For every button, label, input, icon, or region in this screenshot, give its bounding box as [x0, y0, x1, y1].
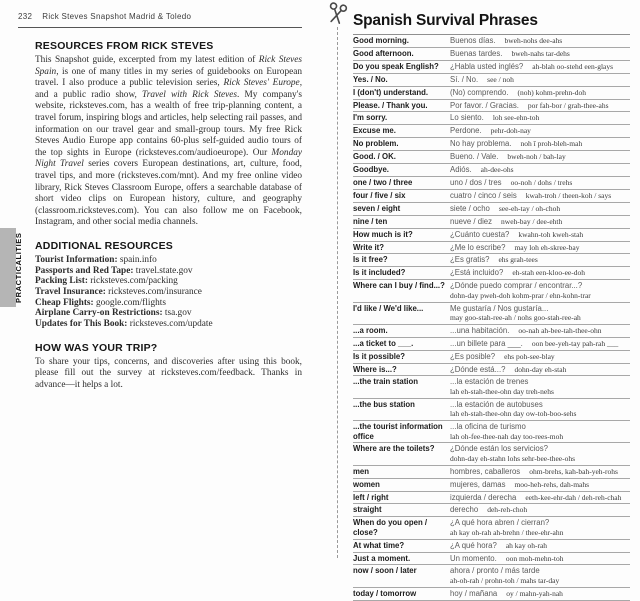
- phrase-spanish: ...la estación de trenes: [450, 377, 529, 387]
- phrase-translation: [450, 101, 630, 110]
- phrase-row: [353, 48, 630, 61]
- text-segment: Rick Steves' Europe: [223, 78, 300, 89]
- phrase-spanish: ¿Es posible?: [450, 351, 496, 361]
- phrase-row: [353, 74, 630, 87]
- phrase-row: [353, 540, 630, 553]
- phrase-row: [353, 164, 630, 177]
- phrasebook-title: Spanish Survival Phrases: [353, 12, 538, 29]
- phrase-translation: [450, 304, 630, 323]
- resource-item: [35, 298, 302, 309]
- phrase-row: [353, 229, 630, 242]
- phrase-translation: [450, 566, 630, 585]
- phrase-spanish: ¿Habla usted inglés?: [450, 61, 524, 71]
- phrase-spanish: ahora / pronto / más tarde: [450, 566, 540, 576]
- phrase-spanish: Adiós.: [450, 165, 472, 175]
- phrase-english: I'm sorry.: [353, 113, 388, 123]
- phrase-translation: [450, 365, 630, 374]
- phrase-english: How much is it?: [353, 229, 413, 239]
- phrase-spanish: ...una habitación.: [450, 325, 510, 335]
- phrase-spanish: derecho: [450, 505, 479, 515]
- phrase-english: Is it included?: [353, 268, 406, 278]
- phrase-row: [353, 112, 630, 125]
- phrase-translation: [450, 243, 630, 252]
- phrase-pronunciation: oon moh-mehn-toh: [505, 553, 564, 563]
- section-trip-feedback: [35, 342, 302, 392]
- phrase-translation: [450, 589, 630, 598]
- phrase-english: No problem.: [353, 139, 399, 149]
- phrase-english: ...a room.: [353, 325, 388, 335]
- phrase-pronunciation: noh ī proh-bleh-mah: [520, 139, 583, 149]
- phrase-spanish: Un momento.: [450, 553, 497, 563]
- cut-line: [337, 27, 338, 558]
- phrase-spanish: ...la estación de autobuses: [450, 399, 543, 409]
- phrase-pronunciation: eh-stah een-kloo-ee-doh: [512, 268, 585, 278]
- page-header: [18, 12, 302, 21]
- resource-value: ricksteves.com/update: [129, 319, 213, 330]
- section-heading-resources: RESOURCES FROM RICK STEVES: [35, 40, 214, 52]
- phrase-pronunciation: see / noh: [487, 74, 514, 84]
- phrase-english: Good afternoon.: [353, 48, 414, 58]
- phrase-pronunciation: may goo-stah-ree-ah / nohs goo-stah-ree-ah: [450, 312, 581, 322]
- phrase-pronunciation: lah eh-stah-thee-ohn day ow-toh-boo-sehs: [450, 409, 577, 419]
- phrase-row: [353, 254, 630, 267]
- phrase-translation: [450, 518, 630, 537]
- phrase-row: [353, 35, 630, 48]
- resource-label: Updates for This Book:: [35, 319, 128, 330]
- phrase-translation: [450, 444, 630, 463]
- phrase-row: [353, 338, 630, 351]
- phrase-translation: [450, 217, 630, 226]
- phrase-english: ...the tourist information office: [353, 422, 443, 441]
- phrase-english: women: [353, 479, 380, 489]
- phrase-pronunciation: pehr-doh-nay: [490, 126, 531, 136]
- phrase-english: Is it free?: [353, 255, 388, 265]
- resource-value: spain.info: [119, 254, 157, 265]
- phrase-pronunciation: dohn-day eh-stah: [514, 364, 567, 374]
- phrase-pronunciation: ah-oh-rah / prohn-toh / mahs tar-day: [450, 575, 560, 585]
- phrase-spanish: Buenas tardes.: [450, 48, 503, 58]
- phrase-english: Good. / OK.: [353, 152, 396, 162]
- phrase-row: [353, 303, 630, 325]
- phrase-row: [353, 125, 630, 138]
- phrase-translation: [450, 352, 630, 361]
- phrase-translation: [450, 493, 630, 502]
- phrase-english: Where are the toilets?: [353, 444, 435, 454]
- phrase-english: one / two / three: [353, 177, 413, 187]
- phrase-translation: [450, 505, 630, 514]
- practicalities-tab-label: PRACTICALITIES: [14, 232, 23, 304]
- phrase-english: Goodbye.: [353, 165, 389, 175]
- phrase-spanish: ¿Es gratis?: [450, 255, 490, 265]
- phrase-row: [353, 376, 630, 398]
- phrase-translation: [450, 554, 630, 563]
- resource-item: [35, 276, 302, 287]
- text-segment: series covers European destinations, art, culture, food, travel tips, and more (ricksteves.com/mnt). And my free online video library, Rick Steves Classroom Europe, offers a searchable database of short video clips on European history, culture, and geography (classroom.ricksteves.com). You can also follow me on Facebook, Instagram, and other social media channels.: [35, 159, 302, 228]
- phrase-pronunciation: (noh) kohm-prehn-doh: [517, 87, 587, 97]
- phrase-row: [353, 151, 630, 164]
- phrase-row: [353, 466, 630, 479]
- phrase-pronunciation: see-eh-tay / oh-choh: [498, 203, 561, 213]
- phrase-row: [353, 479, 630, 492]
- resource-value: travel.state.gov: [135, 265, 193, 276]
- phrase-row: [353, 325, 630, 338]
- resource-label: Packing List:: [35, 276, 88, 287]
- right-page: [320, 0, 640, 598]
- phrase-pronunciation: oo-noh / dohs / trehs: [510, 177, 573, 187]
- text-segment: This Snapshot guide, excerpted from my latest edition of: [35, 55, 259, 65]
- phrase-row: [353, 565, 630, 587]
- phrase-english: Yes. / No.: [353, 74, 388, 84]
- phrase-spanish: Sí. / No.: [450, 74, 479, 84]
- phrase-english: At what time?: [353, 540, 405, 550]
- phrase-translation: [450, 165, 630, 174]
- phrase-spanish: No hay problema.: [450, 139, 512, 149]
- phrase-spanish: ¿Dónde están los servicios?: [450, 444, 548, 454]
- phrase-row: [353, 504, 630, 517]
- section-heading-trip: HOW WAS YOUR TRIP?: [35, 341, 158, 354]
- text-segment: Rick Steves Spain: [35, 55, 302, 77]
- phrase-english: left / right: [353, 492, 389, 502]
- phrase-spanish: ¿Dónde puedo comprar / encontrar...?: [450, 281, 583, 291]
- resource-item: [35, 266, 302, 277]
- scissors-icon: [323, 0, 351, 28]
- phrase-pronunciation: lah oh-fee-thee-nah day too-rees-moh: [450, 431, 564, 441]
- phrase-row: [353, 203, 630, 216]
- phrase-pronunciation: por fah-bor / grah-thee-ahs: [527, 100, 609, 110]
- phrase-english: nine / ten: [353, 216, 388, 226]
- phrase-row: [353, 492, 630, 505]
- phrase-english: When do you open / close?: [353, 518, 428, 537]
- phrase-pronunciation: bweh-nohs dee-ahs: [504, 36, 563, 45]
- phrase-spanish: ¿Está incluido?: [450, 268, 504, 278]
- phrase-translation: [450, 49, 630, 58]
- resource-value: google.com/flights: [95, 297, 166, 308]
- phrase-spanish: Buenos días.: [450, 36, 496, 45]
- phrase-row: [353, 100, 630, 113]
- phrase-translation: [450, 400, 630, 419]
- phrase-pronunciation: bweh-noh / bah-lay: [507, 152, 566, 162]
- phrase-row: [353, 553, 630, 566]
- resources-paragraph: [35, 55, 302, 229]
- phrase-translation: [450, 281, 630, 300]
- phrase-translation: [450, 480, 630, 489]
- resource-item: [35, 255, 302, 266]
- phrase-translation: [450, 377, 630, 396]
- phrase-english: Good morning.: [353, 36, 409, 45]
- resource-label: Tourist Information:: [35, 254, 118, 265]
- phrase-row: [353, 177, 630, 190]
- text-segment: , and a public radio show,: [35, 78, 303, 100]
- phrase-english: straight: [353, 505, 382, 515]
- phrase-translation: [450, 255, 630, 264]
- phrase-row: [353, 399, 630, 421]
- phrase-spanish: uno / dos / tres: [450, 177, 502, 187]
- phrase-pronunciation: ehs grah-tees: [498, 255, 538, 265]
- page-number: 232: [18, 12, 33, 21]
- phrase-spanish: ¿Dónde está...?: [450, 364, 506, 374]
- phrase-english: seven / eight: [353, 203, 401, 213]
- phrase-row: [353, 87, 630, 100]
- phrase-english: Where is...?: [353, 364, 397, 374]
- phrase-spanish: ...la oficina de turismo: [450, 422, 526, 432]
- resource-item: [35, 319, 302, 330]
- phrase-pronunciation: nweh-bay / dee-ehth: [501, 216, 563, 226]
- phrase-pronunciation: oo-nah ah-bee-tah-thee-ohn: [518, 325, 602, 335]
- phrase-translation: [450, 88, 630, 97]
- phrase-pronunciation: ah-blah oo-stehd een-glays: [532, 61, 614, 71]
- phrase-pronunciation: oon bee-yeh-tay pah-rah ___: [531, 338, 619, 348]
- phrase-row: [353, 364, 630, 377]
- phrase-pronunciation: kwahn-toh kweh-stah: [518, 229, 584, 239]
- resource-value: ricksteves.com/packing: [90, 276, 178, 287]
- phrase-spanish: ...un billete para ___.: [450, 338, 523, 348]
- phrase-spanish: nueve / diez: [450, 216, 493, 226]
- trip-paragraph: To share your tips, concerns, and discoveries after using this book, please fill out the survey at ricksteves.com/feedback. Thanks in advance—it helps a lot.: [35, 356, 302, 391]
- phrase-row: [353, 267, 630, 280]
- phrase-row: [353, 517, 630, 539]
- resource-value: ricksteves.com/insurance: [108, 287, 202, 298]
- text-segment: Monday Night Travel: [35, 147, 302, 170]
- section-additional-resources: [35, 240, 302, 330]
- phrase-pronunciation: bweh-nahs tar-dehs: [511, 48, 570, 58]
- phrase-translation: [450, 126, 630, 135]
- right-page-content: [353, 12, 630, 601]
- phrase-spanish: Lo siento.: [450, 113, 484, 123]
- phrase-english: Write it?: [353, 242, 385, 252]
- phrase-english: Excuse me.: [353, 126, 396, 136]
- phrase-translation: [450, 113, 630, 122]
- phrase-spanish: cuatro / cinco / seis: [450, 190, 517, 200]
- book-title: Rick Steves Snapshot Madrid & Toledo: [42, 12, 192, 21]
- phrase-translation: [450, 422, 630, 441]
- phrase-english: men: [353, 466, 370, 476]
- phrase-spanish: Perdone.: [450, 126, 482, 136]
- phrase-pronunciation: dohn-day pweh-doh kohm-prar / ehn-kohn-trar: [450, 290, 591, 300]
- phrase-row: [353, 138, 630, 151]
- phrase-english: now / soon / later: [353, 566, 417, 576]
- resource-label: Travel Insurance:: [35, 287, 106, 298]
- phrase-row: [353, 588, 630, 601]
- phrase-translation: [450, 204, 630, 213]
- phrase-translation: [450, 268, 630, 277]
- resource-value: tsa.gov: [164, 308, 192, 319]
- phrase-spanish: ¿Me lo escribe?: [450, 242, 506, 252]
- phrase-spanish: ¿Cuánto cuesta?: [450, 229, 510, 239]
- phrase-row: [353, 443, 630, 465]
- phrase-translation: [450, 230, 630, 239]
- phrase-english: Where can I buy / find...?: [353, 281, 445, 291]
- phrase-spanish: hombres, caballeros: [450, 466, 521, 476]
- text-segment: Travel with Rick Steves: [142, 89, 238, 100]
- section-heading-additional-resources: ADDITIONAL RESOURCES: [35, 239, 173, 252]
- phrase-translation: [450, 36, 630, 45]
- phrase-pronunciation: lah eh-stah-thee-ohn day treh-nehs: [450, 386, 554, 396]
- phrase-row: [353, 190, 630, 203]
- phrase-pronunciation: eeth-kee-ehr-dah / deh-reh-chah: [525, 492, 622, 502]
- phrase-row: [353, 280, 630, 302]
- phrase-english: Please. / Thank you.: [353, 100, 428, 110]
- phrase-spanish: Por favor. / Gracias.: [450, 100, 519, 110]
- phrase-english: four / five / six: [353, 190, 406, 200]
- phrases-table: [353, 34, 630, 601]
- resource-list: [35, 255, 302, 330]
- text-segment: . My company's website, ricksteves.com, has a wealth of free trip-planning content, a travel forum, inspiring blogs and articles, help selecting rail passes, and information on our travel gear and small-group tours. My free Rick Steves Audio Europe app contains 60-plus self-guided audio tours of the top sights in Europe (ricksteves.com/audioeurope). Our: [35, 89, 302, 158]
- phrase-pronunciation: ah kay oh-rah ah-brehn / thee-ehr-ahn: [450, 527, 564, 537]
- resource-label: Cheap Flights:: [35, 297, 94, 308]
- phrase-row: [353, 216, 630, 229]
- phrase-translation: [450, 467, 630, 476]
- phrase-spanish: ¿A qué hora?: [450, 540, 497, 550]
- phrase-spanish: Me gustaría / Nos gustaría...: [450, 303, 549, 313]
- phrase-row: [353, 351, 630, 364]
- phrase-spanish: ¿A qué hora abren / cierran?: [450, 518, 550, 528]
- phrase-pronunciation: deh-reh-choh: [487, 505, 528, 515]
- resource-label: Airplane Carry-on Restrictions:: [35, 308, 163, 319]
- phrase-english: I'd like / We'd like...: [353, 303, 424, 313]
- phrase-english: Is it possible?: [353, 351, 405, 361]
- phrase-spanish: (No) comprendo.: [450, 87, 509, 97]
- phrase-translation: [450, 62, 630, 71]
- resource-label: Passports and Red Tape:: [35, 265, 134, 276]
- phrase-translation: [450, 191, 630, 200]
- phrase-row: [353, 421, 630, 443]
- phrase-translation: [450, 326, 630, 335]
- phrase-english: Just a moment.: [353, 553, 411, 563]
- phrase-translation: [450, 339, 630, 348]
- left-page-content: [35, 40, 302, 392]
- phrase-translation: [450, 178, 630, 187]
- phrase-pronunciation: ehs poh-see-blay: [504, 351, 555, 361]
- phrase-translation: [450, 541, 630, 550]
- phrase-pronunciation: loh see-ehn-toh: [492, 113, 540, 123]
- phrase-pronunciation: dohn-day eh-stahn lohs sehr-bee-thee-ohs: [450, 453, 576, 463]
- phrase-pronunciation: ah-dee-ohs: [480, 165, 514, 175]
- phrase-spanish: izquierda / derecha: [450, 492, 517, 502]
- phrase-english: I (don't) understand.: [353, 87, 429, 97]
- phrase-spanish: siete / ocho: [450, 203, 490, 213]
- phrase-translation: [450, 152, 630, 161]
- phrase-english: Do you speak English?: [353, 61, 439, 71]
- text-segment: , is one of many titles in my series of guidebooks on European travel. I also produce a public television series,: [35, 66, 302, 89]
- phrase-translation: [450, 139, 630, 148]
- phrase-pronunciation: kwah-troh / theen-koh / says: [525, 190, 612, 200]
- header-rule: [18, 27, 302, 28]
- phrase-english: ...a ticket to ___.: [353, 338, 414, 348]
- resource-item: [35, 287, 302, 298]
- phrase-english: ...the train station: [353, 377, 418, 387]
- section-resources: [35, 40, 302, 229]
- left-page: [0, 0, 320, 568]
- phrase-pronunciation: ah kay oh-rah: [505, 540, 548, 550]
- phrase-pronunciation: ohm-brehs, kah-bah-yeh-rohs: [529, 466, 618, 476]
- phrase-spanish: hoy / mañana: [450, 588, 498, 598]
- phrase-english: ...the bus station: [353, 399, 415, 409]
- phrase-row: [353, 242, 630, 255]
- phrase-spanish: Bueno. / Vale.: [450, 152, 499, 162]
- phrase-translation: [450, 75, 630, 84]
- resource-item: [35, 308, 302, 319]
- phrase-spanish: mujeres, damas: [450, 479, 506, 489]
- phrase-english: today / tomorrow: [353, 588, 417, 598]
- phrase-row: [353, 61, 630, 74]
- phrase-pronunciation: may loh eh-skree-bay: [514, 242, 580, 252]
- phrase-pronunciation: oy / mahn-yah-nah: [506, 588, 563, 598]
- phrase-pronunciation: moo-heh-rehs, dah-mahs: [514, 479, 590, 489]
